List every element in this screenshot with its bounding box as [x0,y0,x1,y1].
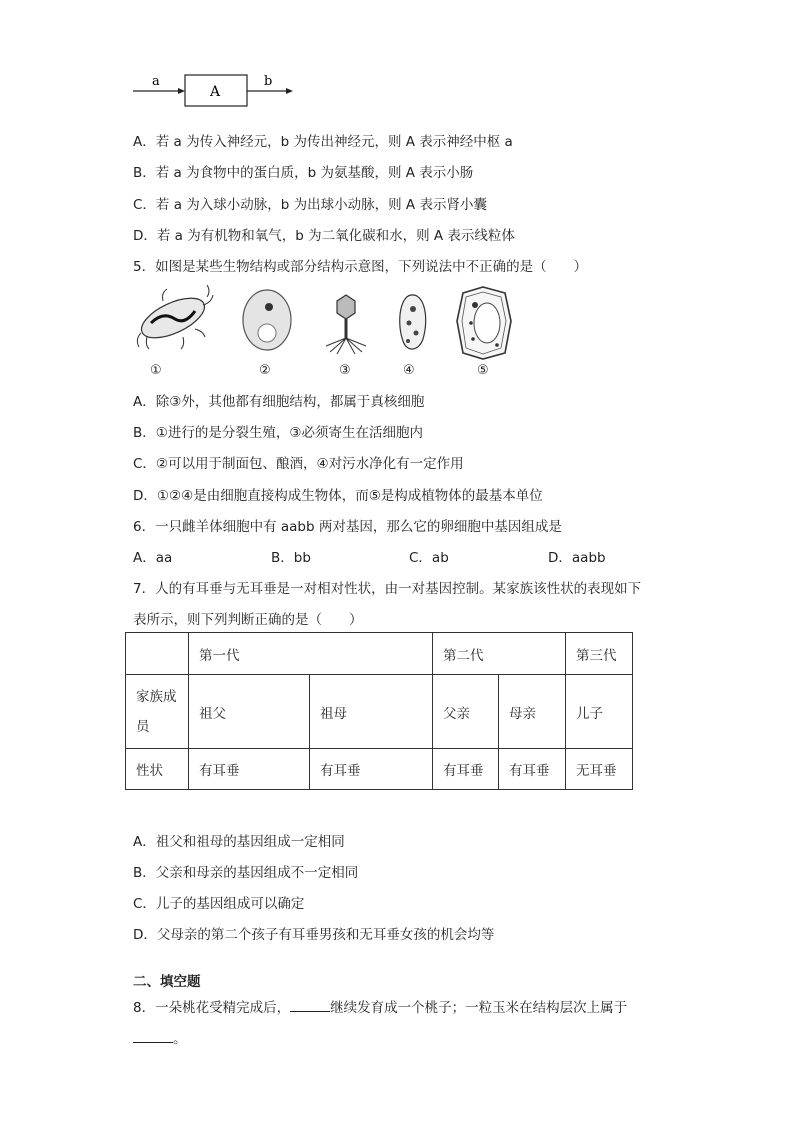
member-label-line2: 员 [136,718,150,735]
q8-blank-1[interactable] [290,997,330,1012]
q4-option-a: A．若 a 为传入神经元，b 为传出神经元，则 A 表示神经中枢 a [133,134,513,150]
q4-option-d: D．若 a 为有机物和氧气，b 为二氧化碳和水，则 A 表示线粒体 [133,228,515,244]
q5-option-c: C．②可以用于制面包、酿酒，④对污水净化有一定作用 [133,456,464,472]
figure-label-4: ④ [403,363,415,378]
table-row [126,633,633,675]
figure-label-1: ① [150,363,162,378]
q6-stem: 6．一只雌羊体细胞中有 aabb 两对基因，那么它的卵细胞中基因组成是 [133,519,562,535]
q8-blank-2[interactable] [133,1028,173,1043]
section-heading: 二、填空题 [133,974,201,990]
q8-line2 [133,1027,187,1047]
table-cell-empty [126,633,189,675]
trait-label: 性状 [126,749,189,790]
diagram-label-a: a [152,74,160,89]
trait-table [125,632,633,790]
cell-mother-trait: 有耳垂 [499,749,566,790]
cell-son-trait: 无耳垂 [566,749,633,790]
q7-option-a: A．祖父和祖母的基因组成一定相同 [133,834,345,850]
plant-cell-figure [457,287,511,359]
cell-grandpa-trait: 有耳垂 [189,749,310,790]
q7-stem-line2: 表所示，则下列判断正确的是（ ） [133,612,363,628]
yeast-figure [243,290,291,350]
q5-option-b: B．①进行的是分裂生殖，③必须寄生在活细胞内 [133,425,423,441]
q6-option-c: C．ab [409,550,449,566]
q6-option-d: D．aabb [548,550,606,566]
cell-son: 儿子 [566,675,633,749]
arrow-in-head [178,88,185,94]
diagram-label-b: b [264,74,273,89]
cell-grandma-trait: 有耳垂 [310,749,433,790]
cell-grandpa: 祖父 [189,675,310,749]
q7-stem-line1: 7．人的有耳垂与无耳垂是一对相对性状，由一对基因控制。某家族该性状的表现如下 [133,581,642,597]
flow-diagram [133,70,303,110]
header-gen2: 第二代 [433,633,566,675]
q8-line1 [133,996,627,1016]
diagram-label-A: A [210,84,221,100]
figure-label-5: ⑤ [477,363,489,378]
q4-option-b: B．若 a 为食物中的蛋白质，b 为氨基酸，则 A 表示小肠 [133,165,474,181]
q8-text-part1: 8．一朵桃花受精完成后， [133,1000,291,1016]
q4-option-c: C．若 a 为入球小动脉，b 为出球小动脉，则 A 表示肾小囊 [133,197,487,213]
q7-option-d: D．父母亲的第二个孩子有耳垂男孩和无耳垂女孩的机会均等 [133,927,495,943]
q5-option-a: A．除③外，其他都有细胞结构，都属于真核细胞 [133,394,425,410]
header-gen1: 第一代 [189,633,433,675]
q8-text-part3: 。 [173,1031,187,1047]
cell-father: 父亲 [433,675,499,749]
q6-option-a: A．aa [133,550,173,566]
virus-figure [326,295,366,354]
table-row [126,749,633,790]
header-gen3: 第三代 [566,633,633,675]
q5-option-d: D．①②④是由细胞直接构成生物体，而⑤是构成植物体的最基本单位 [133,488,543,504]
q7-option-c: C．儿子的基因组成可以确定 [133,896,305,912]
cell-mother: 母亲 [499,675,566,749]
bacterium-figure [136,285,213,349]
q5-stem: 5．如图是某些生物结构或部分结构示意图，下列说法中不正确的是（ ） [133,259,588,275]
figure-label-3: ③ [339,363,351,378]
member-label-line1: 家族成 [136,688,177,705]
figure-label-2: ② [259,363,271,378]
cell-father-trait: 有耳垂 [433,749,499,790]
cell-grandma: 祖母 [310,675,433,749]
organism-figures [133,283,533,363]
arrow-out-head [286,88,293,94]
member-label [126,675,189,749]
q7-option-b: B．父亲和母亲的基因组成不一定相同 [133,865,359,881]
q6-option-b: B．bb [271,550,311,566]
q8-text-part2: 继续发育成一个桃子；一粒玉米在结构层次上属于 [330,1000,628,1016]
protist-figure [400,295,426,349]
table-row [126,675,633,749]
